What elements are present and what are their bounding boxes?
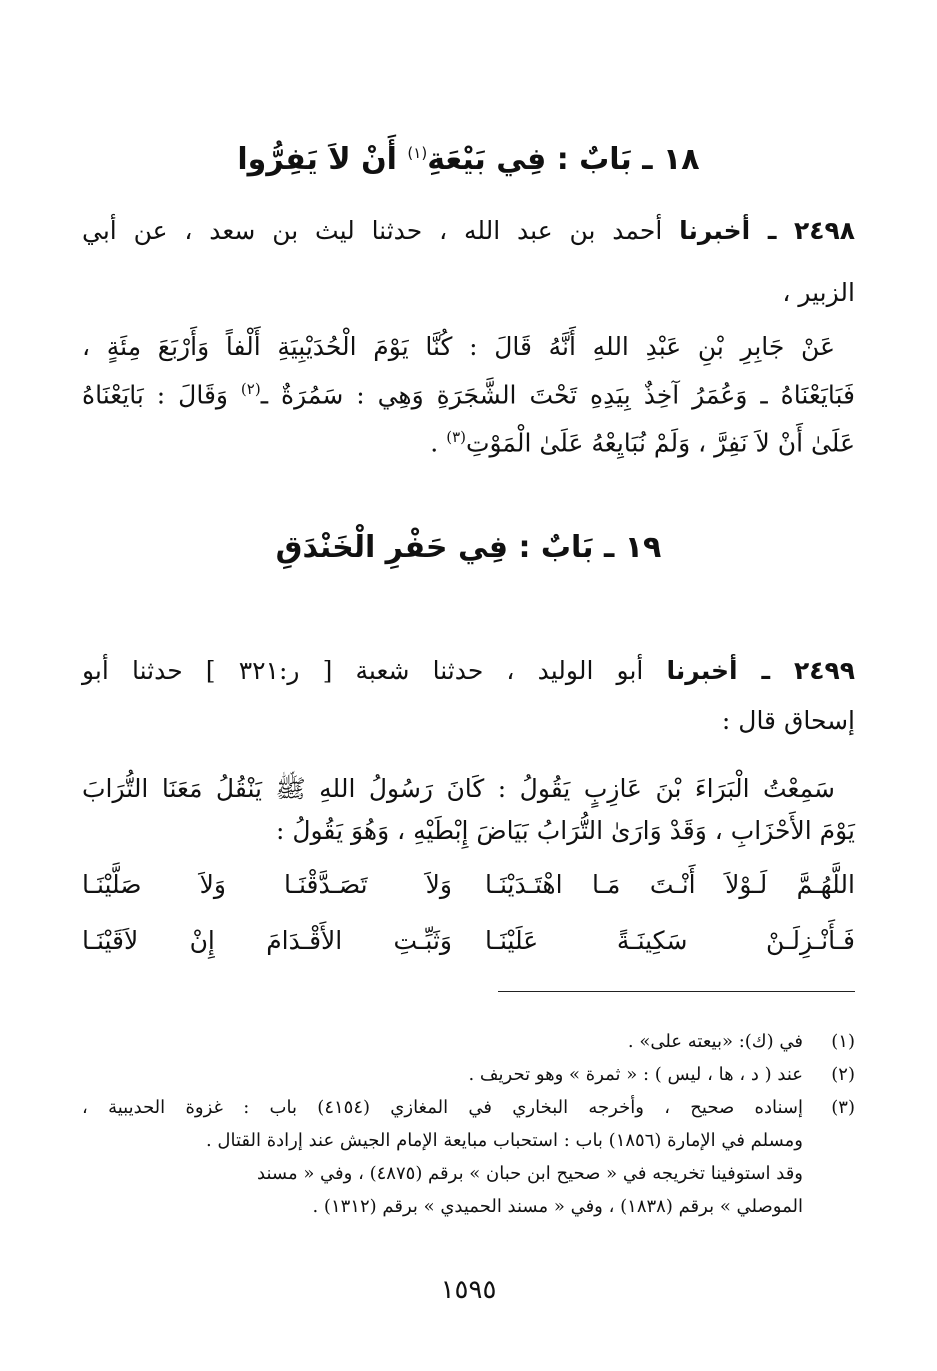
chapter-heading-18-text-end: أَنْ لاَ يَفِرُّوا [237,142,408,177]
chapter-heading-18 [0,142,937,177]
verse-2-second-hemistich: وَثَبِّـتِ الأَقْـدَامَ إِنْ لاَقَيْنَـا [82,925,452,955]
hadith-2498-matn-line-3 [82,416,855,464]
footnote-3-line-3: وقد استوفينا تخريجه في « صحيح ابن حبان » برقم (٤٨٧٥) ، وفي « مسند [257,1163,803,1184]
footnote-2 [82,1058,855,1091]
footnote-3-number: (٣) [831,1097,855,1118]
hadith-2499-matn [82,768,855,852]
footnotes [82,1025,855,1223]
chapter-heading-19: ١٩ ـ بَابٌ : فِي حَفْرِ الْخَنْدَقِ [275,530,662,565]
footnote-ref-2[interactable]: (٢) [240,380,261,398]
verse-1-first-hemistich: اللَّهُـمَّ لَـوْلاَ أَنْـتَ مَـا اهْتَـدَيْنَـا [485,869,855,899]
hadith-2498-isnad-text: أحمد بن عبد الله ، حدثنا ليث بن سعد ، عن أبي [82,216,680,245]
hadith-2498-matn-line-1: عَنْ جَابِرِ بْنِ عَبْدِ اللهِ أَنَّهُ قَالَ : كُنَّا يَوْمَ الْحُدَيْبِيَةِ أَلْفاً وَأَرْبَعَ مِئَةٍ ، [82,332,835,361]
footnote-3-line-2: ومسلم في الإمارة (١٨٥٦) باب : استحباب مبايعة الإمام الجيش عند إرادة القتال . [205,1130,803,1151]
verse-1-second-hemistich: وَلاَ تَصَـدَّقْنَـا وَلاَ صَلَّيْنَـا [82,869,452,899]
hadith-2499-isnad-line-2: إسحاق قال : [721,706,855,735]
hadith-2498-matn-line-3-end: . [430,428,447,458]
poem-verse-1 [82,856,855,912]
footnote-separator [498,991,855,992]
hadith-2499-number: ٢٤٩٩ ـ أخبرنا [666,656,855,685]
hadith-2498-matn-line-2-text: فَبَايَعْنَاهُ ـ وَعُمَرُ آخِذٌ بِيَدِهِ تَحْتَ الشَّجَرَةِ وَهِي : سَمُرَةٌ ـ [260,380,856,410]
footnote-1-number: (١) [831,1031,855,1052]
poem-verses [82,856,855,968]
footnote-3-line-1: إسناده صحيح ، وأخرجه البخاري في المغازي (٤١٥٤) باب : غزوة الحديبية ، [82,1097,803,1118]
footnote-3 [82,1091,855,1124]
hadith-2498-isnad-line-1 [82,210,855,252]
footnote-1 [82,1025,855,1058]
footnote-3-line-4: الموصلي » برقم (١٨٣٨) ، وفي « مسند الحميدي » برقم (١٣١٢) . [312,1196,803,1217]
footnote-ref-1[interactable]: (١) [407,144,428,162]
hadith-2498-isnad-line-2: الزبير ، [782,278,855,307]
chapter-heading-18-text: ١٨ ـ بَابٌ : فِي بَيْعَةِ [427,142,700,177]
hadith-2498-number: ٢٤٩٨ ـ أخبرنا [679,216,855,245]
hadith-2499-isnad-line-1 [82,650,855,692]
footnote-1-text: في (ك): «بيعته على» . [627,1031,803,1052]
hadith-2498-matn [82,326,855,465]
hadith-2498-matn-line-2-end: وَقَالَ : بَايَعْنَاهُ [82,380,241,410]
verse-2-first-hemistich: فَـأَنْـزِلَـنْ سَكِينَـةً عَلَيْنَـا [485,925,855,955]
footnote-2-text: عند ( د ، ها ، ليس ) : « ثمرة » وهو تحريف . [468,1064,803,1085]
hadith-2499-isnad [82,650,855,742]
hadith-2499-matn-line-2: يَوْمَ الأَحْزَابِ ، وَقَدْ وَارَىٰ التُّرَابُ بَيَاضَ إِبْطَيْهِ ، وَهُوَ يَقُولُ : [275,816,855,845]
footnote-2-number: (٢) [831,1064,855,1085]
hadith-2498-isnad [82,210,855,314]
hadith-2498-matn-line-2 [82,368,855,416]
hadith-2498-matn-line-3-text: عَلَىٰ أَنْ لاَ نَفِرَّ ، وَلَمْ نُبَايِعْهُ عَلَىٰ الْمَوْتِ [465,428,855,458]
poem-verse-2 [82,912,855,968]
hadith-2499-matn-line-1: سَمِعْتُ الْبَرَاءَ بْنَ عَازِبٍ يَقُولُ : كَانَ رَسُولُ اللهِ ﷺ يَنْقُلُ مَعَنَا التُّرَابَ [82,774,835,803]
hadith-2499-isnad-text: أبو الوليد ، حدثنا شعبة [ ر:٣٢١ ] حدثنا أبو [82,656,667,685]
footnote-ref-3[interactable]: (٣) [446,428,466,447]
page-number: ١٥٩٥ [440,1275,497,1305]
